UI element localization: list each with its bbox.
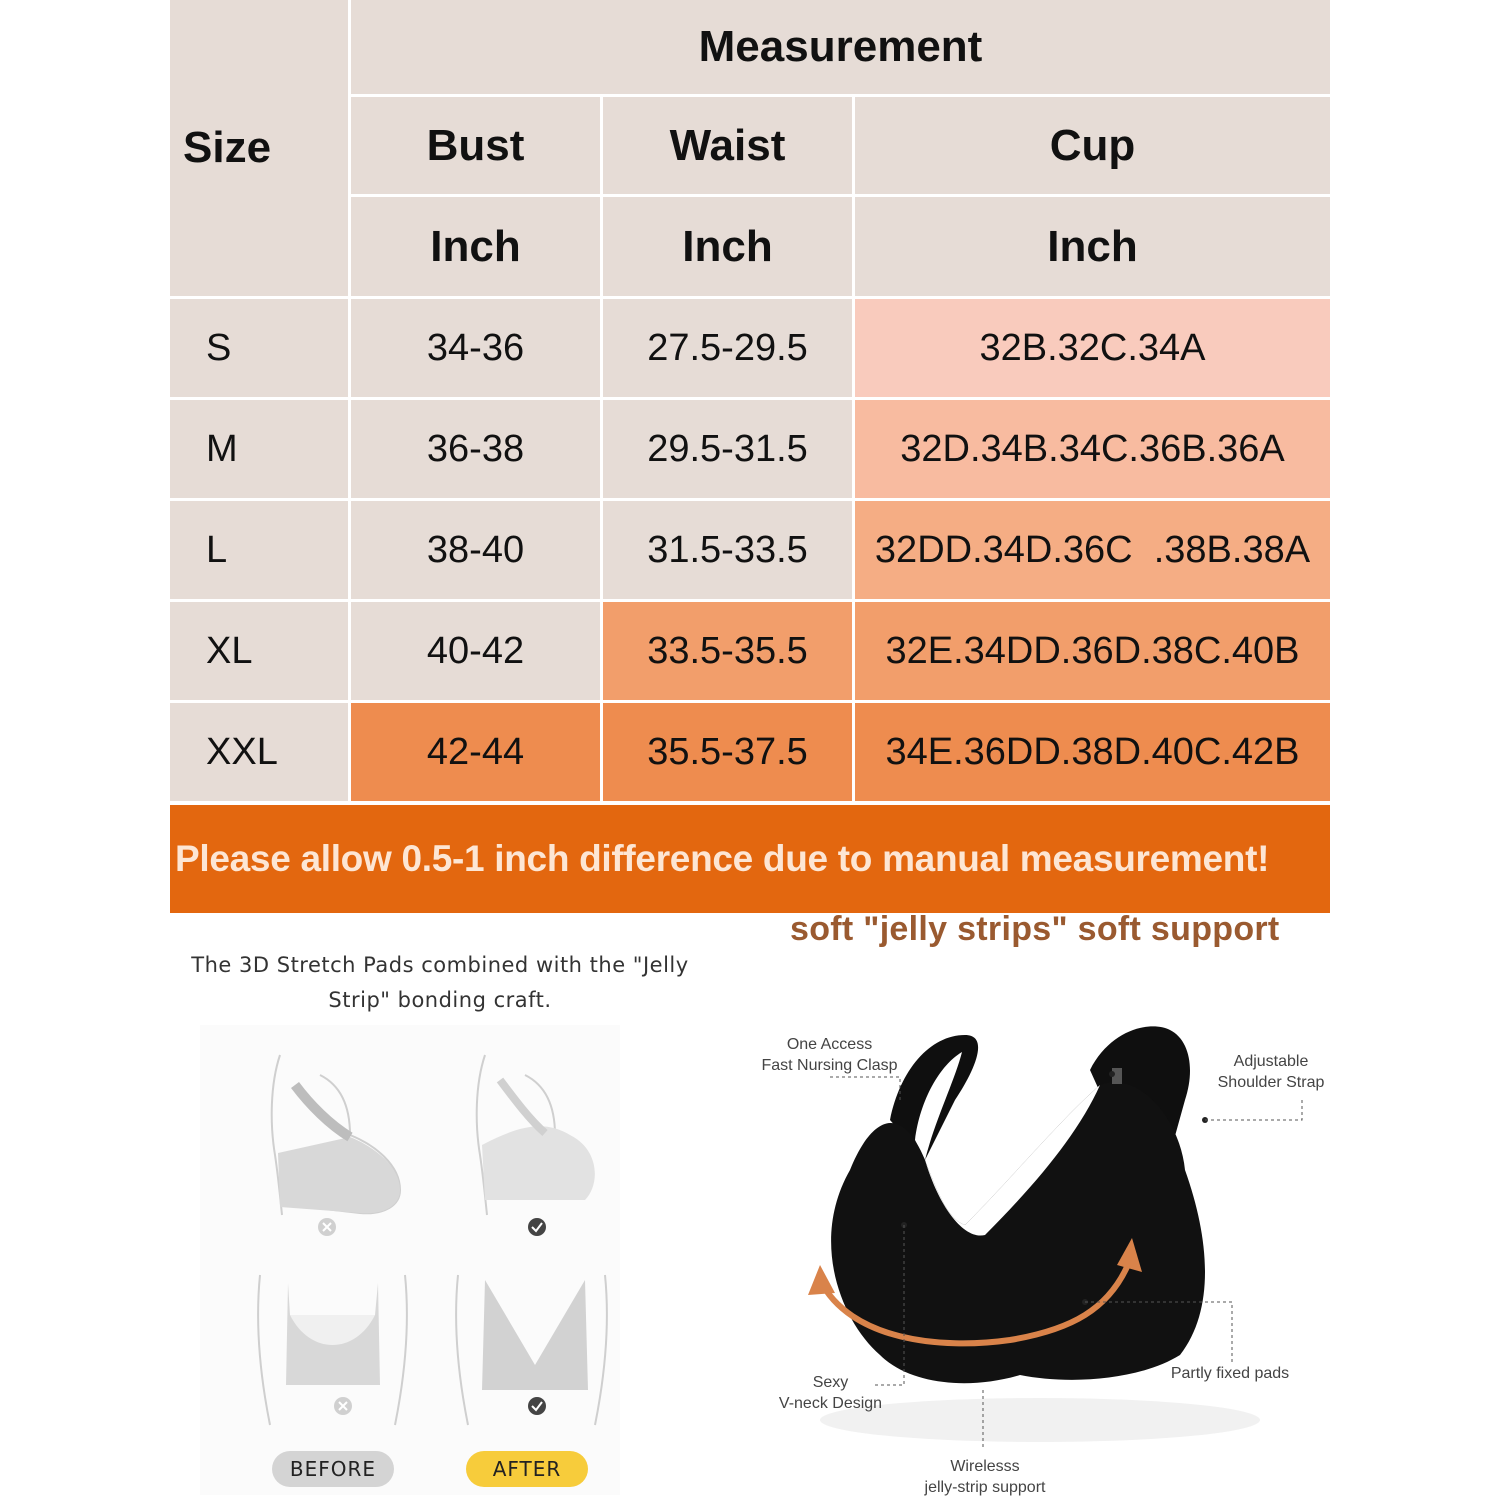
- unit-bust: Inch: [351, 197, 600, 296]
- cell-bust: 40-42: [351, 602, 600, 700]
- cell-cup: 34E.36DD.38D.40C.42B: [855, 703, 1330, 801]
- header-size: Size: [170, 0, 348, 296]
- cell-waist: 33.5-35.5: [603, 602, 852, 700]
- before-after-illustration: [200, 1025, 620, 1495]
- label-nursing-clasp: One Access Fast Nursing Clasp: [761, 1036, 898, 1074]
- header-waist: Waist: [603, 97, 852, 194]
- cell-bust: 34-36: [351, 299, 600, 397]
- size-chart-table: [170, 0, 1330, 802]
- cell-size: L: [170, 501, 348, 599]
- cell-size: S: [170, 299, 348, 397]
- cell-cup: 32E.34DD.36D.38C.40B: [855, 602, 1330, 700]
- cell-size: XL: [170, 602, 348, 700]
- after-label: AFTER: [466, 1451, 588, 1487]
- label-vneck: Sexy V-neck Design: [778, 1374, 883, 1412]
- label-wireless: Wirelesss jelly-strip support: [924, 1458, 1046, 1496]
- unit-cup: Inch: [855, 197, 1330, 296]
- header-measurement: Measurement: [351, 0, 1330, 94]
- cell-bust: 36-38: [351, 400, 600, 498]
- measurement-notice: Please allow 0.5-1 inch difference due to manual measurement!: [170, 805, 1330, 913]
- cell-cup: 32D.34B.34C.36B.36A: [855, 400, 1330, 498]
- header-bust: Bust: [351, 97, 600, 194]
- before-label: BEFORE: [272, 1451, 394, 1487]
- label-shoulder-strap: Adjustable Shoulder Strap: [1217, 1053, 1325, 1091]
- cell-size: M: [170, 400, 348, 498]
- cell-size: XXL: [170, 703, 348, 801]
- after-check-icon: [528, 1218, 546, 1236]
- pads-caption: The 3D Stretch Pads combined with the "Jelly Strip" bonding craft.: [191, 953, 689, 1012]
- cell-waist: 31.5-33.5: [603, 501, 852, 599]
- after-check-icon-2: [528, 1397, 546, 1415]
- header-cup: Cup: [855, 97, 1330, 194]
- jelly-strips-heading: soft "jelly strips" soft support: [790, 910, 1280, 948]
- cell-bust: 38-40: [351, 501, 600, 599]
- cell-cup: 32B.32C.34A: [855, 299, 1330, 397]
- unit-waist: Inch: [603, 197, 852, 296]
- cell-waist: 29.5-31.5: [603, 400, 852, 498]
- cell-waist: 35.5-37.5: [603, 703, 852, 801]
- label-fixed-pads: Partly fixed pads: [1170, 1365, 1290, 1382]
- cell-bust: 42-44: [351, 703, 600, 801]
- cell-waist: 27.5-29.5: [603, 299, 852, 397]
- cell-cup: 32DD.34D.36C .38B.38A: [855, 501, 1330, 599]
